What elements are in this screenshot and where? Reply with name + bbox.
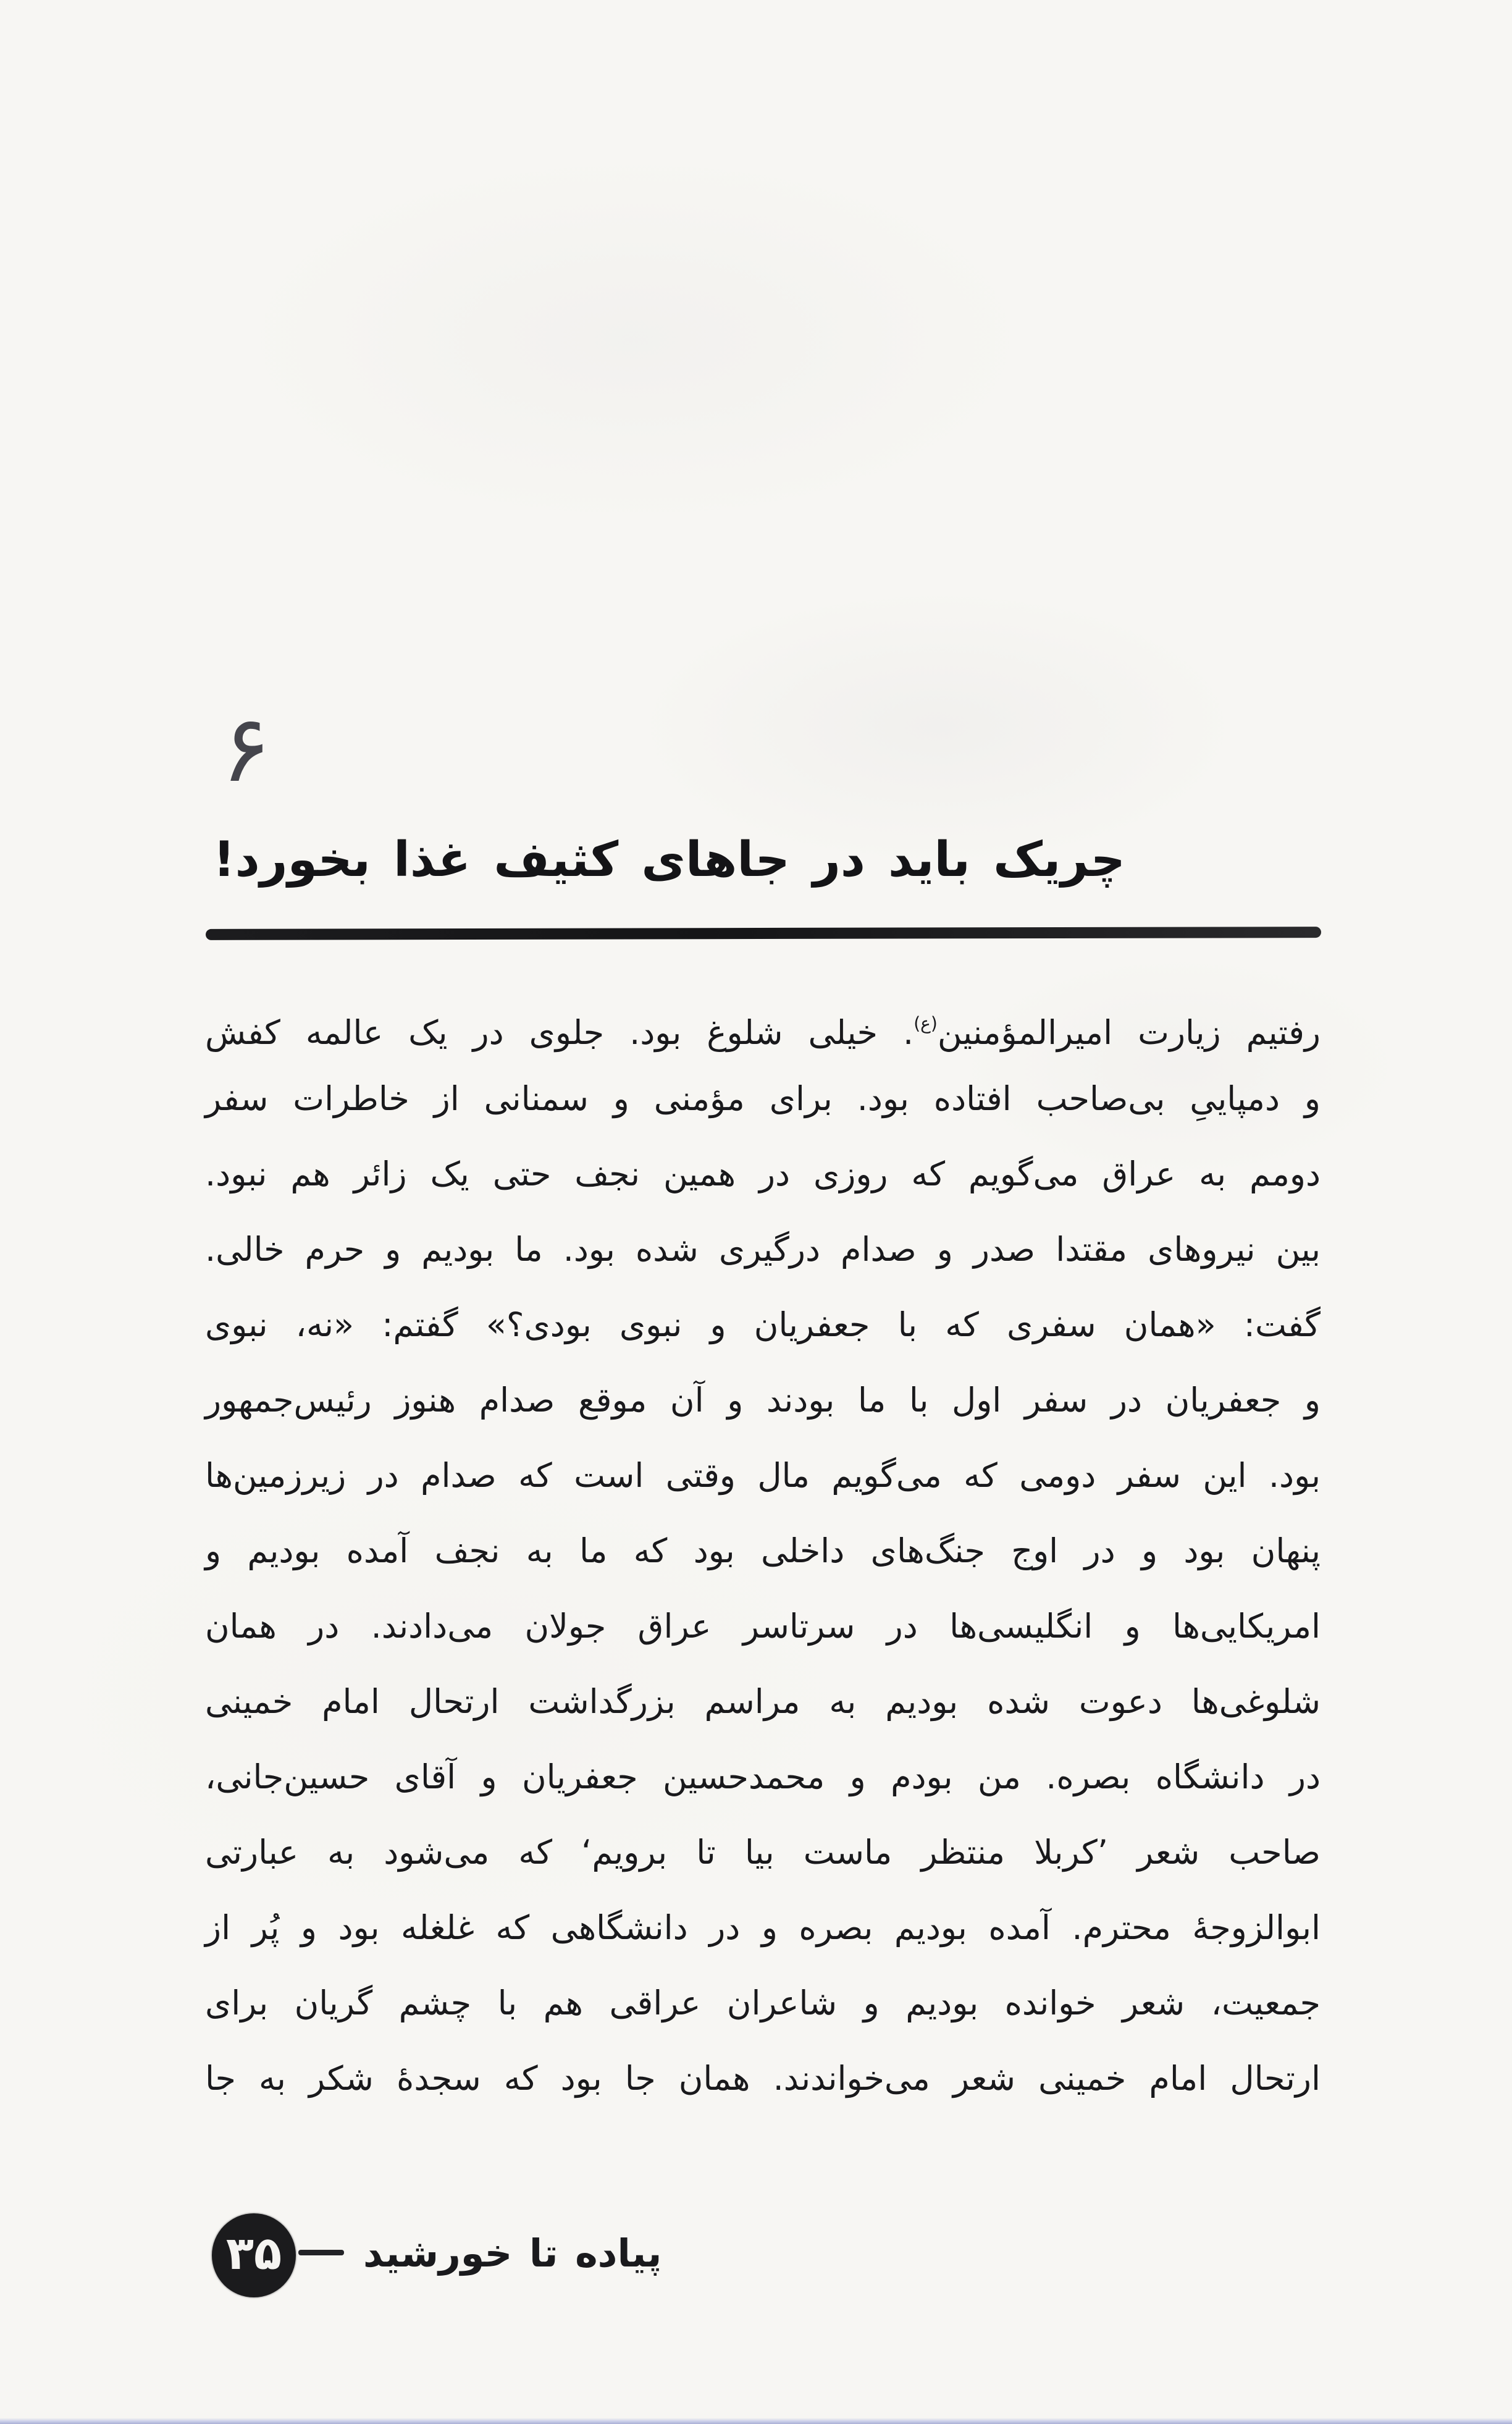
book-title: پیاده تا خورشید <box>363 2231 662 2276</box>
body-line: جمعیت، شعر خوانده بودیم و شاعران عراقی هم با چشم گریان برای <box>205 1984 1321 2022</box>
body-line: بین نیروهای مقتدا صدر و صدام درگیری شده بود. ما بودیم و حرم خالی. <box>205 1230 1321 1269</box>
page-footer <box>0 2199 1512 2323</box>
body-line: بود. این سفر دومی که می‌گویم مال وقتی است که صدام در زیرزمین‌ها <box>205 1456 1321 1495</box>
page-number-badge <box>212 2213 296 2297</box>
body-line: ابوالزوجهٔ محترم. آمده بودیم بصره و در دانشگاهی که غلغله بود و پُر از <box>205 1908 1321 1947</box>
body-line: شلوغی‌ها دعوت شده بودیم به مراسم بزرگداشت ارتحال امام خمینی <box>205 1682 1321 1721</box>
body-line: و جعفریان در سفر اول با ما بودند و آن موقع صدام هنوز رئیس‌جمهور <box>205 1381 1321 1420</box>
body-text-block <box>205 986 1321 2116</box>
scan-edge-artifact <box>0 2418 1512 2424</box>
body-line-text: . خیلی شلوغ بود. جلوی در یک عالمه کفش <box>205 1013 914 1052</box>
body-line: در دانشگاه بصره. من بودم و محمدحسین جعفریان و آقای حسین‌جانی، <box>205 1757 1321 1796</box>
page-number: ۳۵ <box>225 2227 282 2280</box>
body-line: و دمپاییِ بی‌صاحب افتاده بود. برای مؤمنی و سمنانی از خاطرات سفر <box>205 1079 1321 1118</box>
body-line: ارتحال امام خمینی شعر می‌خواندند. همان جا بود که سجدهٔ شکر به جا <box>205 2059 1321 2098</box>
title-divider-rule <box>206 927 1321 940</box>
body-line <box>205 986 1321 1061</box>
body-line: پنهان بود و در اوج جنگ‌های داخلی بود که ما به نجف آمده بودیم و <box>205 1531 1321 1570</box>
body-line: امریکایی‌ها و انگلیسی‌ها در سرتاسر عراق جولان می‌دادند. در همان <box>205 1607 1321 1646</box>
honorific-superscript: (ع) <box>914 1013 938 1033</box>
chapter-number: ۶ <box>221 696 271 803</box>
body-line-text: رفتیم زیارت امیرالمؤمنین <box>937 1013 1321 1052</box>
body-line: گفت: «همان سفری که با جعفریان و نبوی بودی؟» گفتم: «نه، نبوی <box>205 1305 1321 1344</box>
footer-dash-line <box>298 2250 344 2255</box>
body-line: دومم به عراق می‌گویم که روزی در همین نجف حتی یک زائر هم نبود. <box>205 1155 1321 1193</box>
chapter-title: چریک باید در جاهای کثیف غذا بخورد! <box>213 832 1125 888</box>
body-line: صاحب شعر ’کربلا منتظر ماست بیا تا برویم‘ که می‌شود به عبارتی <box>205 1833 1321 1872</box>
